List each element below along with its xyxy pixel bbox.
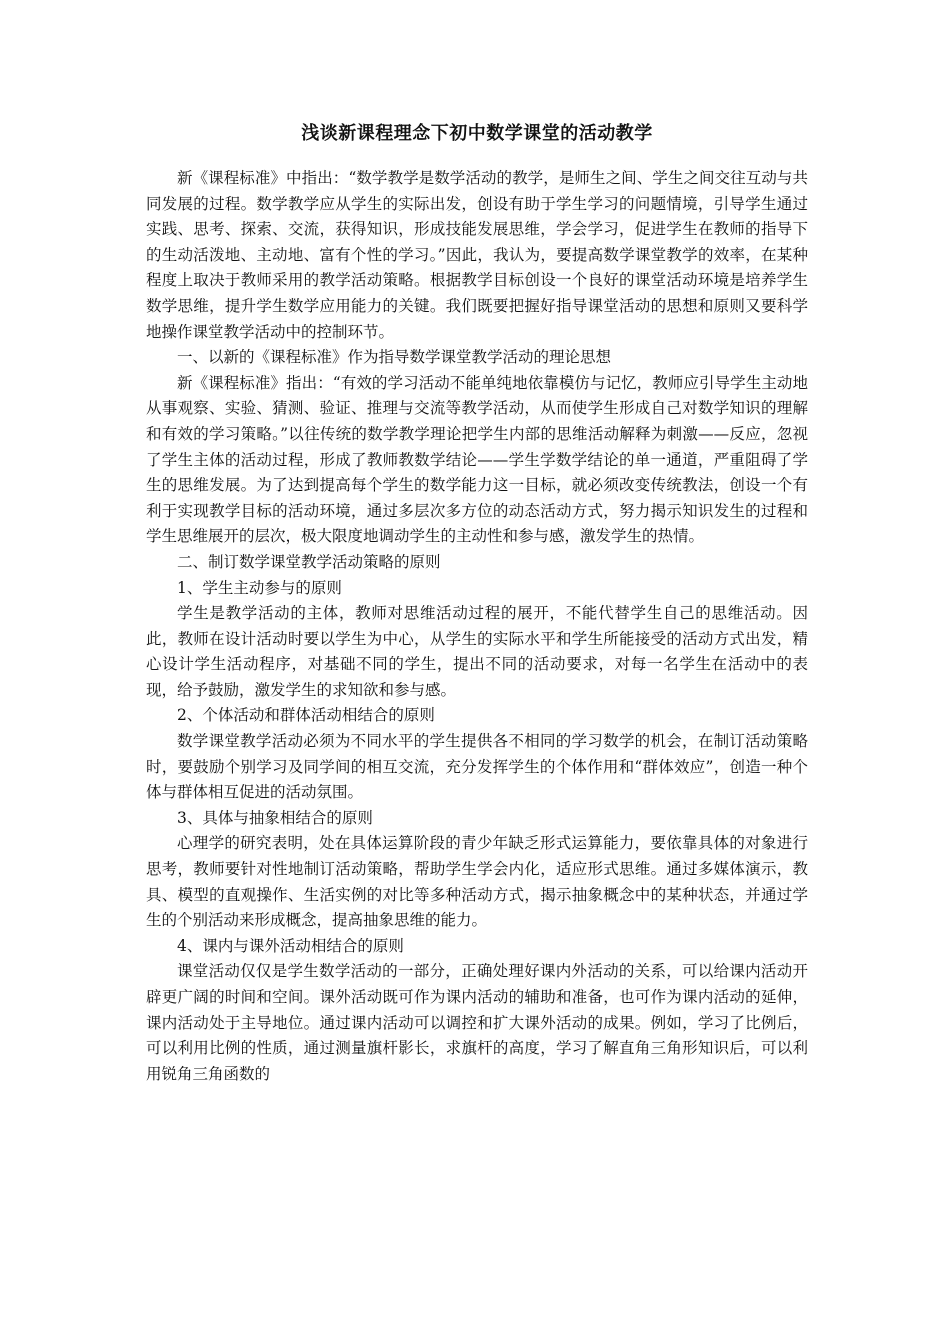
principle-1-paragraph: 学生是教学活动的主体，教师对思维活动过程的展开，不能代替学生自己的思维活动。因此，教师在设计活动时要以学生为中心，从学生的实际水平和学生所能接受的活动方式出发，精心设计学生活动程序，对基础不同的学生，提出不同的活动要求，对每一名学生在活动中的表现，给予鼓励，激发学生的求知欲和参与感。	[146, 604, 808, 699]
section-heading-1: 一、以新的《课程标准》作为指导数学课堂教学活动的理论思想	[177, 348, 612, 367]
principle-heading-3: 3、具体与抽象相结合的原则	[177, 808, 373, 827]
document-page	[146, 120, 808, 1087]
principle-heading-1: 1、学生主动参与的原则	[177, 578, 342, 597]
document-title: 浅谈新课程理念下初中数学课堂的活动教学	[301, 123, 653, 144]
principle-3-paragraph: 心理学的研究表明，处在具体运算阶段的青少年缺乏形式运算能力，要依靠具体的对象进行思考，教师要针对性地制订活动策略，帮助学生学会内化，适应形式思维。通过多媒体演示，教具、模型的直观操作、生活实例的对比等多种活动方式，揭示抽象概念中的某种状态，并通过学生的个别活动来形成概念，提高抽象思维的能力。	[146, 834, 808, 930]
principle-heading-2: 2、个体活动和群体活动相结合的原则	[177, 706, 435, 725]
principle-2-paragraph: 数学课堂教学活动必须为不同水平的学生提供各不相同的学习数学的机会，在制订活动策略时，要鼓励个别学习及同学间的相互交流，充分发挥学生的个体作用和“群体效应”，创造一种个体与群体相互促进的活动氛围。	[146, 732, 808, 802]
principle-4-paragraph: 课堂活动仅仅是学生数学活动的一部分，正确处理好课内外活动的关系，可以给课内活动开辟更广阔的时间和空间。课外活动既可作为课内活动的辅助和准备，也可作为课内活动的延伸，课内活动处于主导地位。通过课内活动可以调控和扩大课外活动的成果。例如，学习了比例后，可以利用比例的性质，通过测量旗杆影长，求旗杆的高度，学习了解直角三角形知识后，可以利用锐角三角函数的	[146, 962, 808, 1083]
principle-heading-4: 4、课内与课外活动相结合的原则	[177, 936, 404, 955]
section-heading-2: 二、制订数学课堂教学活动策略的原则	[177, 552, 441, 571]
intro-paragraph: 新《课程标准》中指出：“数学教学是数学活动的教学，是师生之间、学生之间交往互动与共同发展的过程。数学教学应从学生的实际出发，创设有助于学生学习的问题情境，引导学生通过实践、思考、探索、交流，获得知识，形成技能发展思维，学会学习，促进学生在教师的指导下的生动活泼地、主动地、富有个性的学习。”因此，我认为，要提高数学课堂教学的效率，在某种程度上取决于教师采用的教学活动策略。根据教学目标创设一个良好的课堂活动环境是培养学生数学思维，提升学生数学应用能力的关键。我们既要把握好指导课堂活动的思想和原则又要科学地操作课堂教学活动中的控制环节。	[146, 169, 808, 341]
section-1-paragraph: 新《课程标准》指出：“有效的学习活动不能单纯地依靠模仿与记忆，教师应引导学生主动地从事观察、实验、猜测、验证、推理与交流等教学活动，从而使学生形成自己对数学知识的理解和有效的学习策略。”以往传统的数学教学理论把学生内部的思维活动解释为刺激——反应，忽视了学生主体的活动过程，形成了教师教数学结论——学生学数学结论的单一通道，严重阻碍了学生的思维发展。为了达到提高每个学生的数学能力这一目标，就必须改变传统教法，创设一个有利于实现教学目标的活动环境，通过多层次多方位的动态活动方式，努力揭示知识发生的过程和学生思维展开的层次，极大限度地调动学生的主动性和参与感，激发学生的热情。	[146, 373, 808, 546]
